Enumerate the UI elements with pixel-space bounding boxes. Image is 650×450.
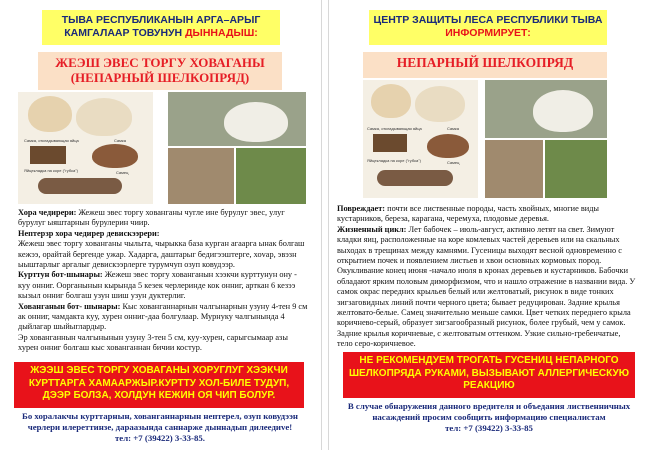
- left-para2-heading: Нептерзр хора чедирер девискээрери:: [18, 228, 160, 238]
- left-para3: Жежеш эвес торгу хованганын хээкчи курттунун ону - куу онниг. Оорганынын кырында 5 кезек черлеринде кок онниг, арткан 6 кезээ кызыл онниг болгаш узун шиш узун дуктерлиг.: [18, 270, 297, 301]
- right-para2: Лет бабочек – июль-август, активно летят на свет. Зимуют кладки яиц, расположенные на коре комлевых частей деревьев или на скальных выходах в трещинах между камнями. Гусеницы выходят весной одновременно с открытием почек и появлением листьев и хвои основных кормовых пород. Окукливание конец июня -начало июля в кронах деревьев и кустарников. Бабочки обладают ярким половым диморфизмом, что и нашло отражение в названии вида. У самок окрас передних крыльев белый или желтоватый, рисунок в виде тонких зигзаговидных линий почти черного цвета; бывает редуцирован. Задние крылья желтовато-белые. Самец значительно меньше самки. Цвет четких переднего крыла коричнево-серый, образует зигзагообразный рисунок, более грубый, чем у самок. Задние крылья коричневые, с желтоватым оттенком. Узкие сильно-гребенчатые, тело серо-коричневое.: [337, 224, 636, 349]
- moth-male-drawing: [427, 134, 469, 158]
- photo-moth-white: [168, 92, 306, 146]
- right-header-line1: ЦЕНТР ЗАЩИТЫ ЛЕСА РЕСПУБЛИКИ ТЫВА: [373, 14, 603, 26]
- label-eggs: Яйцекладка на коре ("губка"): [24, 168, 78, 173]
- left-header-line2: [42, 27, 280, 40]
- left-footer: [12, 411, 308, 444]
- white-moth-shape: [224, 102, 288, 142]
- left-title-line2: (НЕПАРНЫЙ ШЕЛКОПРЯД): [70, 70, 250, 85]
- label-samka: Самка: [447, 126, 459, 131]
- photo-moth-white: [485, 80, 607, 138]
- right-warning-box: НЕ РЕКОМЕНДУЕМ ТРОГАТЬ ГУСЕНИЦ НЕПАРНОГО ШЕЛКОПРЯДА РУКАМИ, ВЫЗЫВАЮТ АЛЛЕРГИЧЕСКУЮ РЕАКЦИЮ: [343, 352, 635, 398]
- right-para1: почти все лиственные породы, часть хвойных, многие виды кустарников, береза, карагана, черемуха, плодовые деревья.: [337, 204, 599, 224]
- right-footer-text: В случае обнаружения данного вредителя и объедания лиственничных насаждений просим сообщить информацию специалистам: [347, 401, 631, 422]
- left-photos: [18, 92, 306, 204]
- photo-moth-brown: [168, 148, 234, 204]
- caterpillar-drawing: [38, 178, 122, 194]
- label-male: Самец: [116, 170, 129, 175]
- photo-caterpillar: [545, 140, 607, 198]
- moth-male-drawing: [92, 144, 138, 168]
- left-body-text: [18, 208, 308, 354]
- right-phone: тел: +7 (39422) 3-33-85: [445, 423, 533, 433]
- left-header: [42, 10, 280, 45]
- moth-female-drawing: [415, 86, 465, 122]
- label-male: Самец: [447, 160, 460, 165]
- right-body-text: [337, 204, 637, 350]
- photo-moth-brown: [485, 140, 543, 198]
- egg-mass-drawing: [373, 134, 407, 152]
- left-title-banner: [38, 52, 282, 90]
- moth-female-drawing: [371, 84, 411, 118]
- left-warning-box: ЖЭЭШ ЭВЕС ТОРГУ ХОВАГАНЫ ХОРУГЛУГ ХЭЭКЧИ КУРТТАРГА ХАМААРЖЫР.КУРТТУ ХОЛ-БИЛЕ ТУДУП, ДЭЭР БОЛЗА, ХОЛДУН КЕЖИН ОЯ ЧИП БОЛУР.: [14, 362, 304, 408]
- left-para4: Кыс хованганнарнын чалгынарнын узуну 4-тен 9 см ак онниг, чамдакта куу, хурен онниг-даа болгулаар. Мурнуку чалгынында 4 дыйлагар шыйыглардыр.: [18, 301, 308, 332]
- right-footer: [341, 401, 637, 434]
- label-female-eggs: Самка, откладывающая яйца: [24, 138, 79, 143]
- right-poster: [328, 0, 650, 450]
- label-eggs: Яйцекладка на коре ("губка"): [367, 158, 421, 163]
- right-illustration-plate: [363, 80, 478, 198]
- left-header-line2-b: ДЫННАДЫШ:: [185, 27, 258, 39]
- label-samka: Самка: [114, 138, 126, 143]
- left-title-line1: ЖЕЭШ ЭВЕС ТОРГУ ХОВАГАНЫ: [55, 55, 265, 70]
- egg-mass-drawing: [30, 146, 66, 164]
- left-poster: [0, 0, 322, 450]
- left-illustration-plate: [18, 92, 153, 204]
- right-header: [369, 10, 607, 45]
- left-para1: Жежеш эвес торгу хованганы чугле ине бурулуг эвес, улуг бурулуг ыяштарнын бурулерин чиир.: [18, 208, 285, 228]
- caterpillar-drawing: [377, 170, 453, 186]
- left-para4-heading: Хованганын бот- шынары:: [18, 301, 121, 311]
- right-title-banner: НЕПАРНЫЙ ШЕЛКОПРЯД: [363, 52, 607, 78]
- left-header-line1: ТЫВА РЕСПУБЛИКАНЫН АРГА–АРЫГ: [61, 14, 261, 26]
- moth-female-drawing: [76, 98, 132, 136]
- right-para1-heading: Повреждает:: [337, 204, 386, 213]
- left-para1-heading: Хора чедирери:: [18, 208, 77, 217]
- left-phone: тел: +7 (39422) 3-33-85.: [114, 433, 205, 443]
- label-female-eggs: Самка, откладывающая яйца: [367, 126, 422, 131]
- left-para5: Эр хованганнын чалгынынын узуну 3-тен 5 см, куу-хурен, сарыгсымаар азы хурен онниг болгаш кыс хованганнан бичии костур.: [18, 332, 288, 353]
- left-para3-heading: Курттун бот-шынары:: [18, 270, 103, 280]
- right-photos: [363, 80, 607, 198]
- right-header-line2: ИНФОРМИРУЕТ:: [445, 27, 531, 39]
- left-header-line2-a: КАМГАЛААР ТОВУНУН: [64, 27, 186, 39]
- right-para2-heading: Жизненный цикл:: [337, 224, 407, 234]
- left-footer-text: Бо хоралакчы курттарнын, хованганнарнын нептерел, озуп ковудээн черлери илереттинзе, дараазында саннарже дыннадып дилеедиvе!: [22, 411, 298, 432]
- left-para2: Жежеш эвес торгу хованганы чылыта, чырыкка база курган агаарга ынак болгаш кежээ, орайтай бергенде ужар. Хадарга, даштарыг бедигээштерге, хоvар, эвэзн ыыштарлыг аргалыг девискээрлерге турумчуп озуп ковудээр.: [18, 239, 305, 270]
- white-moth-shape: [533, 90, 593, 132]
- moth-female-drawing: [28, 96, 72, 132]
- photo-caterpillar: [236, 148, 306, 204]
